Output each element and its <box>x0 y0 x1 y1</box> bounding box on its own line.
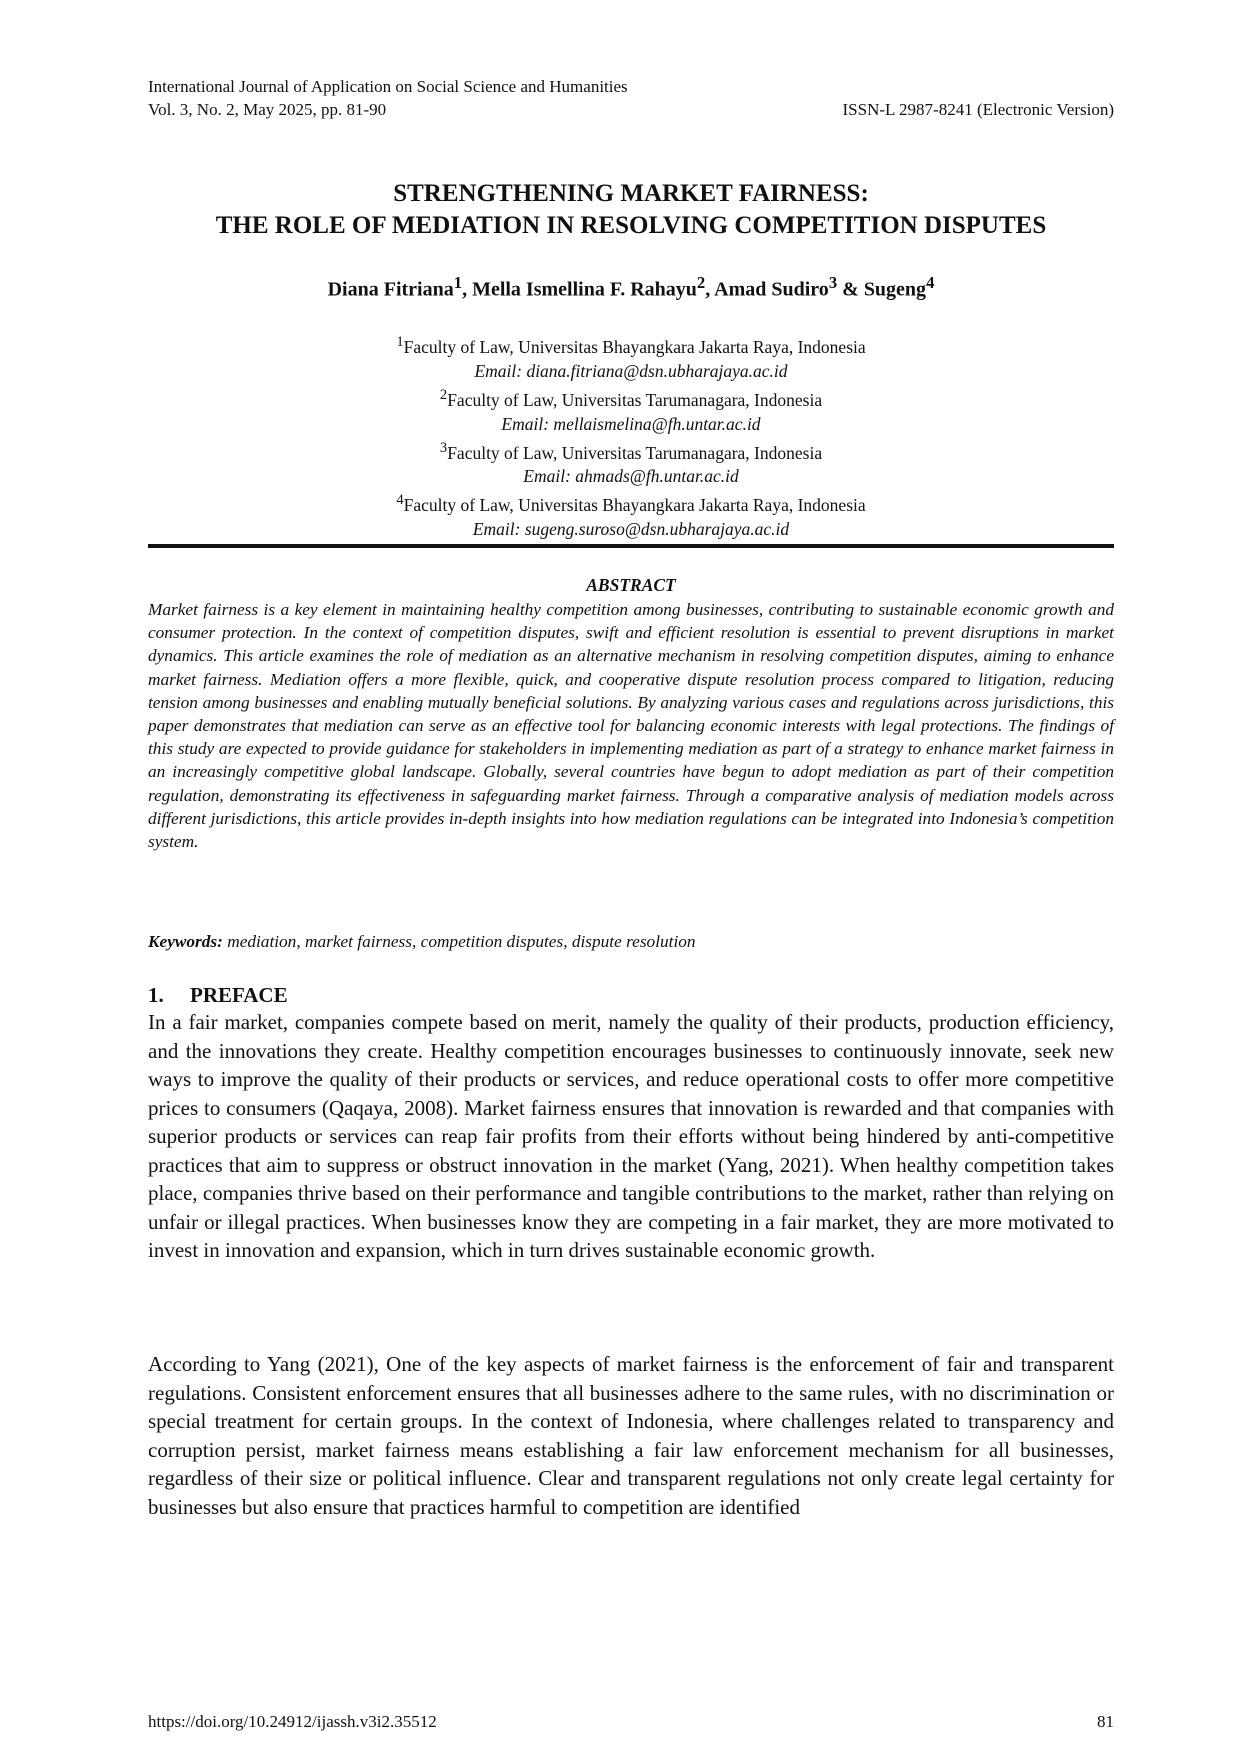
author-superscript: 1 <box>453 273 463 292</box>
author-name: Diana Fitriana <box>327 278 454 301</box>
author-email: Email: diana.fitriana@dsn.ubharajaya.ac.id <box>474 360 788 381</box>
page-footer <box>148 1711 1114 1733</box>
abstract-heading: ABSTRACT <box>586 575 676 595</box>
author-name: Mella Ismellina F. Rahayu <box>472 278 697 301</box>
title-line-1: STRENGTHENING MARKET FAIRNESS: <box>393 180 869 207</box>
affiliations <box>148 330 1114 541</box>
keywords-text: mediation, market fairness, competition disputes, dispute resolution <box>222 932 696 951</box>
keywords <box>148 930 1114 953</box>
author-separator: , <box>462 278 473 301</box>
volume-info: Vol. 3, No. 2, May 2025, pp. 81-90 <box>148 100 387 119</box>
author-name: Amad Sudiro <box>714 278 829 301</box>
issn: ISSN-L 2987-8241 (Electronic Version) <box>842 100 1114 119</box>
author-name: Sugeng <box>863 278 927 301</box>
affiliation-text: Faculty of Law, Universitas Tarumanagara, Indonesia <box>447 442 823 463</box>
section-heading <box>148 982 1114 1008</box>
affiliation <box>148 436 1114 465</box>
page-number: 81 <box>1097 1712 1114 1731</box>
affiliation <box>148 383 1114 412</box>
title-line-2: THE ROLE OF MEDIATION IN RESOLVING COMPETITION DISPUTES <box>215 212 1047 239</box>
body-paragraph: In a fair market, companies compete based on merit, namely the quality of their products, production efficiency, and the innovations they create. Healthy competition encourages businesses to continuously innovate, seek new ways to improve the quality of their products or services, and reduce operational costs to offer more competitive prices to consumers (Qaqaya, 2008). Market fairness ensures that innovation is rewarded and that companies with superior products or services can reap fair profits from their efforts without being hindered by anti-competitive practices that aim to suppress or obstruct innovation in the market (Yang, 2021). When healthy competition takes place, companies thrive based on their performance and tangible contributions to the market, rather than relying on unfair or illegal practices. When businesses know they are competing in a fair market, they are more motivated to invest in innovation and expansion, which in turn drives sustainable economic growth. <box>148 1010 1114 1262</box>
author-separator: , <box>705 278 715 301</box>
author-superscript: 2 <box>696 273 706 292</box>
author-superscript: 4 <box>926 273 935 292</box>
author-separator: & <box>837 278 864 301</box>
paper-title <box>148 178 1114 242</box>
keywords-label: Keywords: <box>148 932 223 951</box>
horizontal-divider <box>148 544 1114 548</box>
body-paragraph: According to Yang (2021), One of the key aspects of market fairness is the enforcement of fair and transparent regulations. Consistent enforcement ensures that all businesses adhere to the same rules, with no discrimination or special treatment for certain groups. In the context of Indonesia, where challenges related to transparency and corruption persist, market fairness means establishing a fair law enforcement mechanism for all businesses, regardless of their size or political influence. Clear and transparent regulations not only create legal certainty for businesses but also ensure that practices harmful to competition are identified <box>148 1352 1114 1519</box>
author-superscript: 3 <box>828 273 838 292</box>
author-email: Email: sugeng.suroso@dsn.ubharajaya.ac.id <box>472 519 790 540</box>
section-title: PREFACE <box>190 983 288 1007</box>
author-email: Email: mellaismelina@fh.untar.ac.id <box>501 413 761 434</box>
affiliation <box>148 330 1114 359</box>
author-list <box>148 270 1114 303</box>
affiliation-superscript: 2 <box>439 386 448 403</box>
affiliation-superscript: 1 <box>396 334 404 350</box>
affiliation <box>148 488 1114 517</box>
affiliation-text: Faculty of Law, Universitas Bhayangkara Jakarta Raya, Indonesia <box>403 495 866 516</box>
affiliation-text: Faculty of Law, Universitas Tarumanagara, Indonesia <box>447 389 823 410</box>
abstract-text: Market fairness is a key element in maintaining healthy competition among businesses, contributing to sustainable economic growth and consumer protection. In the context of competition disputes, swift and efficient resolution is essential to prevent disruptions in market dynamics. This article examines the role of mediation as an alternative mechanism in resolving competition disputes, aiming to enhance market fairness. Mediation offers a more flexible, quick, and cooperative dispute resolution process compared to litigation, reducing tension among businesses and enabling mutually beneficial solutions. By analyzing various cases and regulations across jurisdictions, this paper demonstrates that mediation can serve as an effective tool for balancing economic interests with legal protections. The findings of this study are expected to provide guidance for stakeholders in implementing mediation as part of a strategy to enhance market fairness in an increasingly competitive global landscape. Globally, several countries have begun to adopt mediation as part of their competition regulation, demonstrating its effectiveness in safeguarding market fairness. Through a comparative analysis of mediation models across different jurisdictions, this article provides in-depth insights into how mediation regulations can be integrated into Indonesia’s competition system. <box>148 600 1114 852</box>
affiliation-text: Faculty of Law, Universitas Bhayangkara Jakarta Raya, Indonesia <box>403 336 866 357</box>
affiliation-superscript: 3 <box>439 439 448 456</box>
journal-name: International Journal of Application on Social Science and Humanities <box>148 77 628 96</box>
section-number: 1. <box>148 983 164 1007</box>
doi-link[interactable]: https://doi.org/10.24912/ijassh.v3i2.35512 <box>148 1712 437 1731</box>
author-email: Email: ahmads@fh.untar.ac.id <box>523 466 739 487</box>
affiliation-superscript: 4 <box>396 492 404 509</box>
